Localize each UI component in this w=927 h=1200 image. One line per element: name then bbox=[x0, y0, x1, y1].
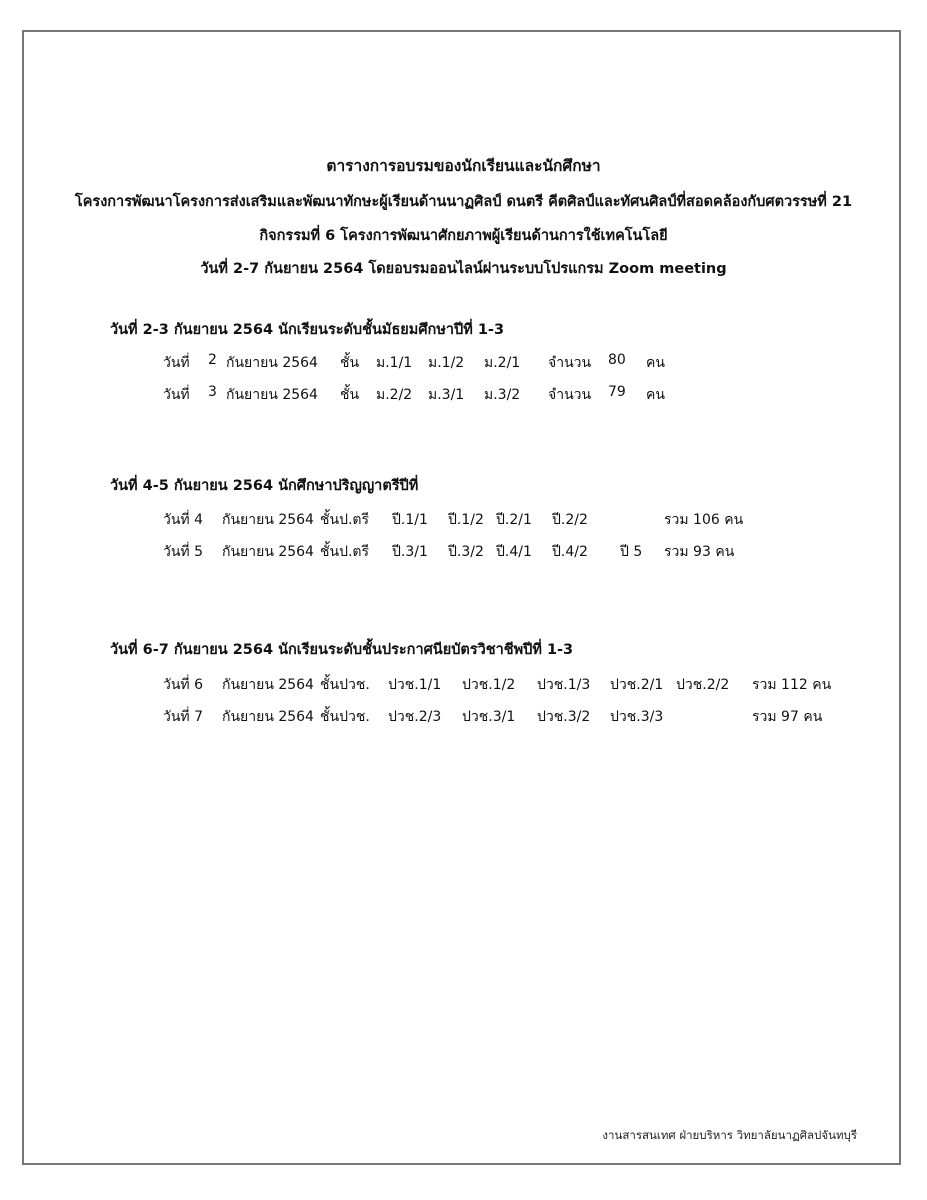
total-count: 80 bbox=[608, 352, 626, 368]
total: รวม 97 คน bbox=[752, 709, 823, 725]
section-heading-bachelor: วันที่ 4-5 กันยายน 2564 นักศึกษาปริญญาตรีปีที่ bbox=[110, 478, 419, 494]
class-1: ปี.3/1 bbox=[392, 544, 428, 560]
level: ชั้นป.ตรี bbox=[320, 544, 370, 560]
project-name: โครงการพัฒนาโครงการส่งเสริมและพัฒนาทักษะผู้เรียนด้านนาฏศิลป์ ดนตรี คีตศิลป์และทัศนศิลป์ที่สอดคล้องกับศตวรรษที่ 21 bbox=[74, 194, 853, 210]
class-3: ปวช.3/2 bbox=[537, 709, 591, 725]
date: กันยายน 2564 bbox=[222, 677, 314, 693]
total: รวม 112 คน bbox=[752, 677, 832, 693]
footer-department: งานสารสนเทศ ฝ่ายบริหาร วิทยาลัยนาฏศิลปจันทบุรี bbox=[602, 1128, 857, 1142]
day-number: 2 bbox=[208, 352, 217, 368]
unit: คน bbox=[646, 387, 665, 403]
section-heading-vocational: วันที่ 6-7 กันยายน 2564 นักเรียนระดับชั้นประกาศนียบัตรวิชาชีพปีที่ 1-3 bbox=[110, 642, 574, 658]
class-5: ปวช.2/2 bbox=[676, 677, 730, 693]
total-count: 79 bbox=[608, 384, 626, 400]
class-1: ม.2/2 bbox=[376, 387, 413, 403]
class-3: ม.2/1 bbox=[484, 355, 521, 371]
class-3: ปวช.1/3 bbox=[537, 677, 591, 693]
schedule-row bbox=[0, 509, 927, 529]
class-4: ปวช.2/1 bbox=[610, 677, 664, 693]
class-1: ปวช.1/1 bbox=[388, 677, 442, 693]
class-3: ปี.2/1 bbox=[496, 512, 532, 528]
date: กันยายน 2564 bbox=[222, 544, 314, 560]
unit: คน bbox=[646, 355, 665, 371]
class-2: ปี.3/2 bbox=[448, 544, 484, 560]
section-heading-secondary: วันที่ 2-3 กันยายน 2564 นักเรียนระดับชั้นมัธยมศึกษาปีที่ 1-3 bbox=[110, 322, 505, 338]
class-4: ปี.2/2 bbox=[552, 512, 588, 528]
class-1: ปี.1/1 bbox=[392, 512, 428, 528]
level: ชั้น bbox=[340, 355, 360, 371]
class-2: ม.1/2 bbox=[428, 355, 465, 371]
total-label: จำนวน bbox=[548, 355, 592, 371]
schedule-row bbox=[0, 674, 927, 694]
day-label: วันที่ bbox=[163, 355, 190, 371]
date: กันยายน 2564 bbox=[222, 512, 314, 528]
schedule-row bbox=[0, 384, 927, 404]
schedule-row bbox=[0, 541, 927, 561]
total: รวม 93 คน bbox=[664, 544, 735, 560]
level: ชั้นปวช. bbox=[320, 709, 370, 725]
document-title: ตารางการอบรมของนักเรียนและนักศึกษา bbox=[326, 157, 601, 175]
class-2: ม.3/1 bbox=[428, 387, 465, 403]
class-4: ปวช.3/3 bbox=[610, 709, 664, 725]
class-5: ปี 5 bbox=[620, 544, 643, 560]
day-label: วันที่ 6 bbox=[163, 677, 204, 693]
class-3: ปี.4/1 bbox=[496, 544, 532, 560]
level: ชั้น bbox=[340, 387, 360, 403]
level: ชั้นป.ตรี bbox=[320, 512, 370, 528]
activity-name: กิจกรรมที่ 6 โครงการพัฒนาศักยภาพผู้เรียนด้านการใช้เทคโนโลยี bbox=[259, 228, 668, 244]
day-number: 3 bbox=[208, 384, 217, 400]
class-2: ปวช.3/1 bbox=[462, 709, 516, 725]
schedule-row bbox=[0, 352, 927, 372]
level: ชั้นปวช. bbox=[320, 677, 370, 693]
total: รวม 106 คน bbox=[664, 512, 744, 528]
day-label: วันที่ bbox=[163, 387, 190, 403]
date: กันยายน 2564 bbox=[222, 709, 314, 725]
schedule-row bbox=[0, 706, 927, 726]
day-label: วันที่ 5 bbox=[163, 544, 204, 560]
class-4: ปี.4/2 bbox=[552, 544, 588, 560]
date: กันยายน 2564 bbox=[226, 355, 318, 371]
class-2: ปี.1/2 bbox=[448, 512, 484, 528]
total-label: จำนวน bbox=[548, 387, 592, 403]
day-label: วันที่ 4 bbox=[163, 512, 204, 528]
class-1: ปวช.2/3 bbox=[388, 709, 442, 725]
training-dates: วันที่ 2-7 กันยายน 2564 โดยอบรมออนไลน์ผ่านระบบโปรแกรม Zoom meeting bbox=[200, 261, 727, 277]
class-2: ปวช.1/2 bbox=[462, 677, 516, 693]
class-3: ม.3/2 bbox=[484, 387, 521, 403]
date: กันยายน 2564 bbox=[226, 387, 318, 403]
class-1: ม.1/1 bbox=[376, 355, 413, 371]
day-label: วันที่ 7 bbox=[163, 709, 204, 725]
